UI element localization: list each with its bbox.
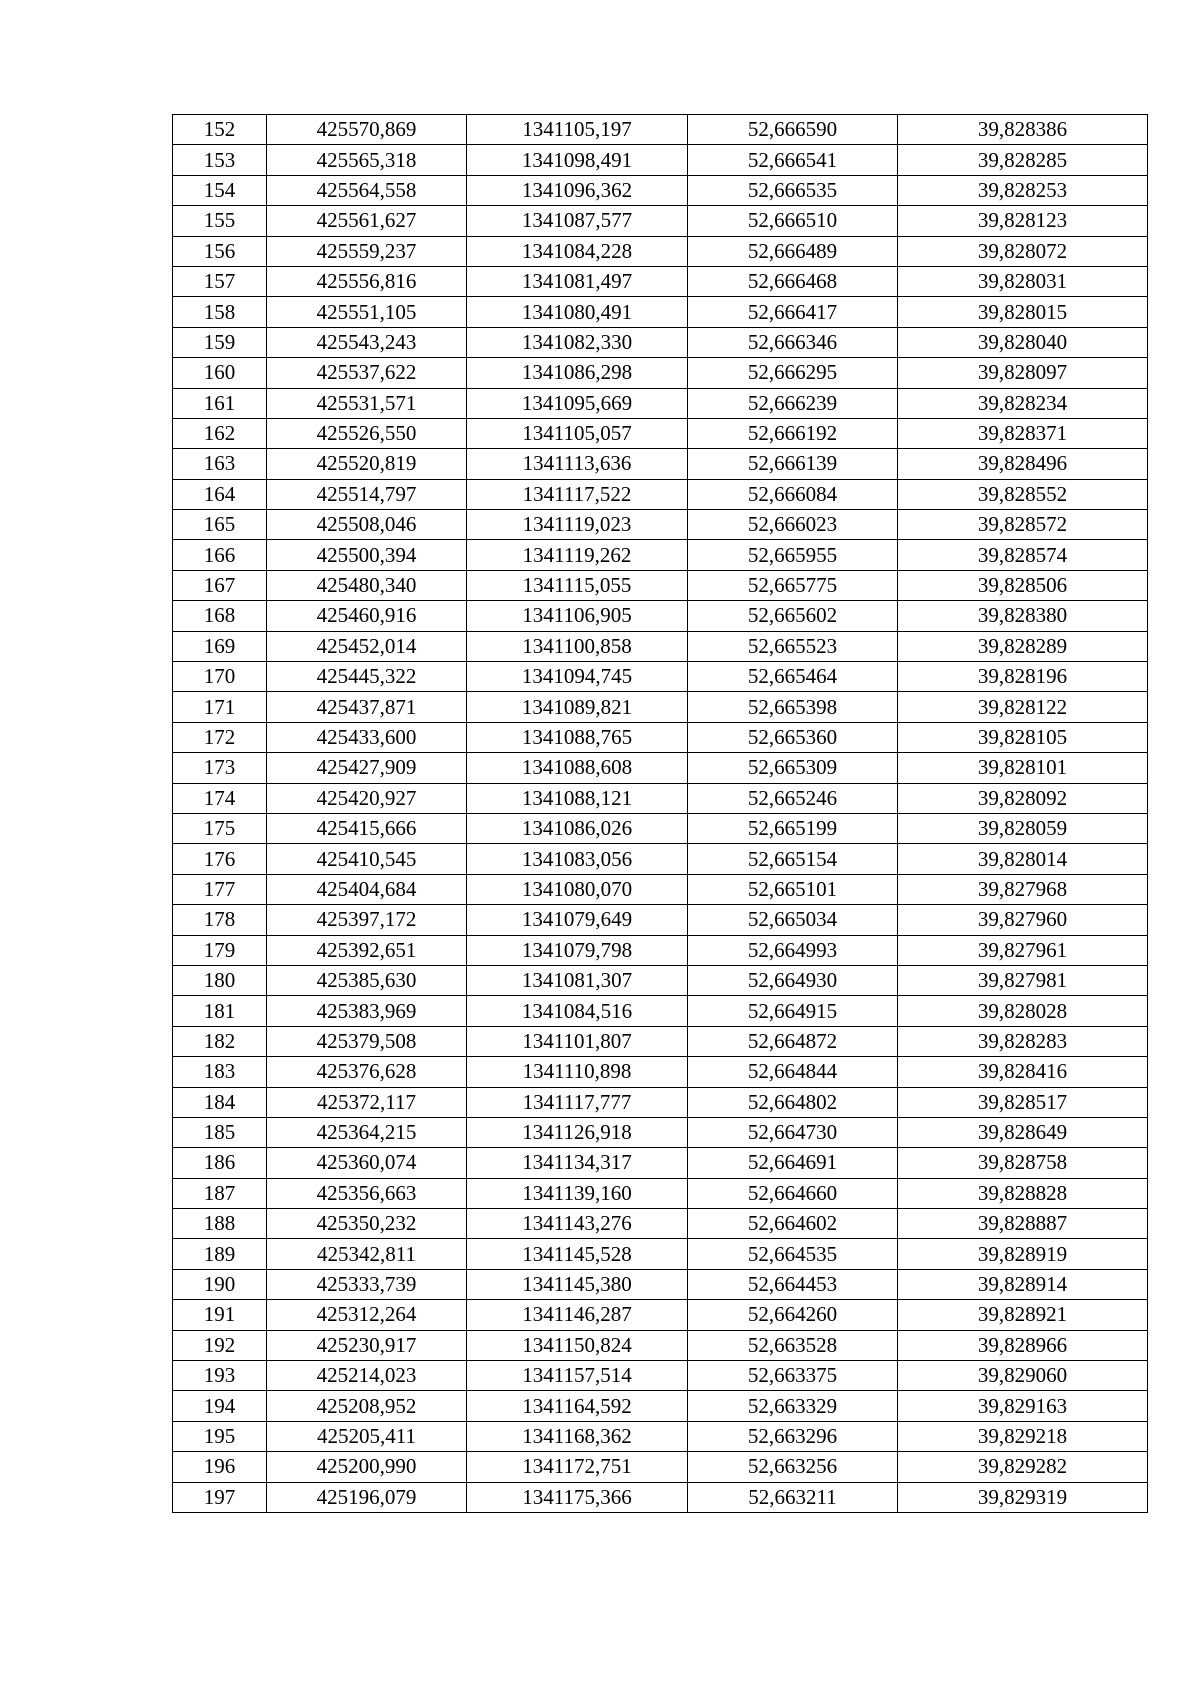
point-number-cell: 170 (173, 662, 267, 692)
y-coordinate-cell: 1341145,528 (467, 1239, 688, 1269)
y-coordinate-cell: 1341110,898 (467, 1057, 688, 1087)
y-coordinate-cell: 1341079,649 (467, 905, 688, 935)
table-row (173, 115, 1148, 145)
y-coordinate-cell: 1341084,516 (467, 996, 688, 1026)
point-number-cell: 179 (173, 935, 267, 965)
x-coordinate-cell: 425410,545 (267, 844, 467, 874)
x-coordinate-cell: 425514,797 (267, 479, 467, 509)
latitude-cell: 52,664730 (688, 1117, 898, 1147)
point-number-cell: 164 (173, 479, 267, 509)
y-coordinate-cell: 1341088,765 (467, 722, 688, 752)
point-number-cell: 163 (173, 449, 267, 479)
latitude-cell: 52,664993 (688, 935, 898, 965)
y-coordinate-cell: 1341080,491 (467, 297, 688, 327)
x-coordinate-cell: 425415,666 (267, 813, 467, 843)
y-coordinate-cell: 1341087,577 (467, 206, 688, 236)
longitude-cell: 39,829319 (898, 1482, 1148, 1512)
point-number-cell: 192 (173, 1330, 267, 1360)
x-coordinate-cell: 425230,917 (267, 1330, 467, 1360)
point-number-cell: 158 (173, 297, 267, 327)
latitude-cell: 52,666084 (688, 479, 898, 509)
point-number-cell: 172 (173, 722, 267, 752)
longitude-cell: 39,828649 (898, 1117, 1148, 1147)
table-row (173, 996, 1148, 1026)
point-number-cell: 177 (173, 874, 267, 904)
table-row (173, 1178, 1148, 1208)
y-coordinate-cell: 1341084,228 (467, 236, 688, 266)
longitude-cell: 39,828105 (898, 722, 1148, 752)
table-row (173, 1300, 1148, 1330)
table-row (173, 1452, 1148, 1482)
x-coordinate-cell: 425392,651 (267, 935, 467, 965)
x-coordinate-cell: 425500,394 (267, 540, 467, 570)
table-row (173, 1361, 1148, 1391)
latitude-cell: 52,665246 (688, 783, 898, 813)
latitude-cell: 52,666023 (688, 510, 898, 540)
point-number-cell: 188 (173, 1209, 267, 1239)
table-row (173, 236, 1148, 266)
point-number-cell: 194 (173, 1391, 267, 1421)
longitude-cell: 39,828506 (898, 570, 1148, 600)
longitude-cell: 39,828072 (898, 236, 1148, 266)
x-coordinate-cell: 425508,046 (267, 510, 467, 540)
table-row (173, 783, 1148, 813)
longitude-cell: 39,828234 (898, 388, 1148, 418)
longitude-cell: 39,828386 (898, 115, 1148, 145)
table-row (173, 206, 1148, 236)
point-number-cell: 181 (173, 996, 267, 1026)
longitude-cell: 39,828828 (898, 1178, 1148, 1208)
y-coordinate-cell: 1341117,777 (467, 1087, 688, 1117)
longitude-cell: 39,828380 (898, 601, 1148, 631)
table-row (173, 388, 1148, 418)
table-row (173, 601, 1148, 631)
longitude-cell: 39,828283 (898, 1026, 1148, 1056)
longitude-cell: 39,828919 (898, 1239, 1148, 1269)
latitude-cell: 52,665464 (688, 662, 898, 692)
latitude-cell: 52,666468 (688, 266, 898, 296)
y-coordinate-cell: 1341126,918 (467, 1117, 688, 1147)
latitude-cell: 52,666295 (688, 358, 898, 388)
latitude-cell: 52,663256 (688, 1452, 898, 1482)
latitude-cell: 52,665955 (688, 540, 898, 570)
latitude-cell: 52,664930 (688, 965, 898, 995)
x-coordinate-cell: 425556,816 (267, 266, 467, 296)
x-coordinate-cell: 425214,023 (267, 1361, 467, 1391)
longitude-cell: 39,828101 (898, 753, 1148, 783)
longitude-cell: 39,828014 (898, 844, 1148, 874)
y-coordinate-cell: 1341088,121 (467, 783, 688, 813)
x-coordinate-cell: 425205,411 (267, 1421, 467, 1451)
latitude-cell: 52,664535 (688, 1239, 898, 1269)
y-coordinate-cell: 1341150,824 (467, 1330, 688, 1360)
latitude-cell: 52,665523 (688, 631, 898, 661)
point-number-cell: 156 (173, 236, 267, 266)
longitude-cell: 39,828196 (898, 662, 1148, 692)
y-coordinate-cell: 1341083,056 (467, 844, 688, 874)
longitude-cell: 39,828028 (898, 996, 1148, 1026)
point-number-cell: 183 (173, 1057, 267, 1087)
table-row (173, 965, 1148, 995)
point-number-cell: 161 (173, 388, 267, 418)
latitude-cell: 52,664691 (688, 1148, 898, 1178)
y-coordinate-cell: 1341117,522 (467, 479, 688, 509)
longitude-cell: 39,828289 (898, 631, 1148, 661)
x-coordinate-cell: 425385,630 (267, 965, 467, 995)
table-row (173, 1117, 1148, 1147)
longitude-cell: 39,829282 (898, 1452, 1148, 1482)
point-number-cell: 176 (173, 844, 267, 874)
latitude-cell: 52,663528 (688, 1330, 898, 1360)
point-number-cell: 185 (173, 1117, 267, 1147)
table-row (173, 266, 1148, 296)
latitude-cell: 52,665154 (688, 844, 898, 874)
x-coordinate-cell: 425480,340 (267, 570, 467, 600)
longitude-cell: 39,828059 (898, 813, 1148, 843)
longitude-cell: 39,828921 (898, 1300, 1148, 1330)
latitude-cell: 52,664660 (688, 1178, 898, 1208)
table-row (173, 418, 1148, 448)
x-coordinate-cell: 425350,232 (267, 1209, 467, 1239)
y-coordinate-cell: 1341081,497 (467, 266, 688, 296)
latitude-cell: 52,666489 (688, 236, 898, 266)
table-row (173, 1087, 1148, 1117)
y-coordinate-cell: 1341098,491 (467, 145, 688, 175)
point-number-cell: 189 (173, 1239, 267, 1269)
y-coordinate-cell: 1341082,330 (467, 327, 688, 357)
x-coordinate-cell: 425196,079 (267, 1482, 467, 1512)
table-row (173, 1482, 1148, 1512)
latitude-cell: 52,665602 (688, 601, 898, 631)
point-number-cell: 168 (173, 601, 267, 631)
latitude-cell: 52,666139 (688, 449, 898, 479)
x-coordinate-cell: 425520,819 (267, 449, 467, 479)
latitude-cell: 52,665775 (688, 570, 898, 600)
x-coordinate-cell: 425383,969 (267, 996, 467, 1026)
longitude-cell: 39,828574 (898, 540, 1148, 570)
latitude-cell: 52,666590 (688, 115, 898, 145)
table-row (173, 358, 1148, 388)
x-coordinate-cell: 425565,318 (267, 145, 467, 175)
longitude-cell: 39,828517 (898, 1087, 1148, 1117)
point-number-cell: 169 (173, 631, 267, 661)
table-row (173, 1026, 1148, 1056)
y-coordinate-cell: 1341086,298 (467, 358, 688, 388)
longitude-cell: 39,828092 (898, 783, 1148, 813)
x-coordinate-cell: 425437,871 (267, 692, 467, 722)
x-coordinate-cell: 425379,508 (267, 1026, 467, 1056)
point-number-cell: 157 (173, 266, 267, 296)
x-coordinate-cell: 425537,622 (267, 358, 467, 388)
latitude-cell: 52,666346 (688, 327, 898, 357)
y-coordinate-cell: 1341146,287 (467, 1300, 688, 1330)
longitude-cell: 39,828914 (898, 1269, 1148, 1299)
x-coordinate-cell: 425551,105 (267, 297, 467, 327)
latitude-cell: 52,664453 (688, 1269, 898, 1299)
point-number-cell: 195 (173, 1421, 267, 1451)
point-number-cell: 197 (173, 1482, 267, 1512)
latitude-cell: 52,665034 (688, 905, 898, 935)
table-row (173, 905, 1148, 935)
latitude-cell: 52,665101 (688, 874, 898, 904)
table-row (173, 1330, 1148, 1360)
point-number-cell: 187 (173, 1178, 267, 1208)
longitude-cell: 39,828031 (898, 266, 1148, 296)
y-coordinate-cell: 1341100,858 (467, 631, 688, 661)
y-coordinate-cell: 1341095,669 (467, 388, 688, 418)
table-row (173, 1391, 1148, 1421)
longitude-cell: 39,828122 (898, 692, 1148, 722)
table-row (173, 479, 1148, 509)
latitude-cell: 52,664915 (688, 996, 898, 1026)
table-row (173, 449, 1148, 479)
longitude-cell: 39,828371 (898, 418, 1148, 448)
x-coordinate-cell: 425564,558 (267, 175, 467, 205)
y-coordinate-cell: 1341079,798 (467, 935, 688, 965)
point-number-cell: 165 (173, 510, 267, 540)
x-coordinate-cell: 425200,990 (267, 1452, 467, 1482)
point-number-cell: 186 (173, 1148, 267, 1178)
y-coordinate-cell: 1341134,317 (467, 1148, 688, 1178)
point-number-cell: 154 (173, 175, 267, 205)
latitude-cell: 52,664844 (688, 1057, 898, 1087)
longitude-cell: 39,828097 (898, 358, 1148, 388)
longitude-cell: 39,828572 (898, 510, 1148, 540)
y-coordinate-cell: 1341168,362 (467, 1421, 688, 1451)
x-coordinate-cell: 425543,243 (267, 327, 467, 357)
table-row (173, 510, 1148, 540)
y-coordinate-cell: 1341086,026 (467, 813, 688, 843)
latitude-cell: 52,663329 (688, 1391, 898, 1421)
point-number-cell: 166 (173, 540, 267, 570)
point-number-cell: 173 (173, 753, 267, 783)
point-number-cell: 196 (173, 1452, 267, 1482)
point-number-cell: 191 (173, 1300, 267, 1330)
point-number-cell: 159 (173, 327, 267, 357)
longitude-cell: 39,827960 (898, 905, 1148, 935)
point-number-cell: 193 (173, 1361, 267, 1391)
latitude-cell: 52,665398 (688, 692, 898, 722)
table-row (173, 145, 1148, 175)
y-coordinate-cell: 1341145,380 (467, 1269, 688, 1299)
longitude-cell: 39,828015 (898, 297, 1148, 327)
x-coordinate-cell: 425445,322 (267, 662, 467, 692)
point-number-cell: 182 (173, 1026, 267, 1056)
y-coordinate-cell: 1341115,055 (467, 570, 688, 600)
point-number-cell: 190 (173, 1269, 267, 1299)
longitude-cell: 39,828966 (898, 1330, 1148, 1360)
point-number-cell: 178 (173, 905, 267, 935)
table-row (173, 662, 1148, 692)
y-coordinate-cell: 1341106,905 (467, 601, 688, 631)
coordinates-table (172, 114, 1148, 1513)
latitude-cell: 52,664602 (688, 1209, 898, 1239)
y-coordinate-cell: 1341096,362 (467, 175, 688, 205)
table-row (173, 297, 1148, 327)
point-number-cell: 167 (173, 570, 267, 600)
table-row (173, 753, 1148, 783)
longitude-cell: 39,827968 (898, 874, 1148, 904)
longitude-cell: 39,828887 (898, 1209, 1148, 1239)
latitude-cell: 52,665199 (688, 813, 898, 843)
y-coordinate-cell: 1341089,821 (467, 692, 688, 722)
table-row (173, 844, 1148, 874)
x-coordinate-cell: 425404,684 (267, 874, 467, 904)
point-number-cell: 171 (173, 692, 267, 722)
latitude-cell: 52,665309 (688, 753, 898, 783)
latitude-cell: 52,666535 (688, 175, 898, 205)
y-coordinate-cell: 1341119,262 (467, 540, 688, 570)
longitude-cell: 39,828758 (898, 1148, 1148, 1178)
y-coordinate-cell: 1341113,636 (467, 449, 688, 479)
y-coordinate-cell: 1341088,608 (467, 753, 688, 783)
x-coordinate-cell: 425452,014 (267, 631, 467, 661)
y-coordinate-cell: 1341101,807 (467, 1026, 688, 1056)
y-coordinate-cell: 1341164,592 (467, 1391, 688, 1421)
table-row (173, 813, 1148, 843)
point-number-cell: 152 (173, 115, 267, 145)
y-coordinate-cell: 1341094,745 (467, 662, 688, 692)
longitude-cell: 39,827961 (898, 935, 1148, 965)
table-row (173, 1057, 1148, 1087)
longitude-cell: 39,828285 (898, 145, 1148, 175)
longitude-cell: 39,828040 (898, 327, 1148, 357)
longitude-cell: 39,829218 (898, 1421, 1148, 1451)
table-row (173, 874, 1148, 904)
latitude-cell: 52,664872 (688, 1026, 898, 1056)
y-coordinate-cell: 1341105,057 (467, 418, 688, 448)
y-coordinate-cell: 1341172,751 (467, 1452, 688, 1482)
y-coordinate-cell: 1341119,023 (467, 510, 688, 540)
table-row (173, 722, 1148, 752)
table-row (173, 1148, 1148, 1178)
x-coordinate-cell: 425397,172 (267, 905, 467, 935)
longitude-cell: 39,828496 (898, 449, 1148, 479)
x-coordinate-cell: 425570,869 (267, 115, 467, 145)
x-coordinate-cell: 425561,627 (267, 206, 467, 236)
x-coordinate-cell: 425531,571 (267, 388, 467, 418)
table-row (173, 175, 1148, 205)
point-number-cell: 175 (173, 813, 267, 843)
longitude-cell: 39,829060 (898, 1361, 1148, 1391)
x-coordinate-cell: 425460,916 (267, 601, 467, 631)
x-coordinate-cell: 425559,237 (267, 236, 467, 266)
longitude-cell: 39,827981 (898, 965, 1148, 995)
point-number-cell: 155 (173, 206, 267, 236)
y-coordinate-cell: 1341175,366 (467, 1482, 688, 1512)
y-coordinate-cell: 1341080,070 (467, 874, 688, 904)
table-row (173, 631, 1148, 661)
x-coordinate-cell: 425356,663 (267, 1178, 467, 1208)
latitude-cell: 52,664802 (688, 1087, 898, 1117)
x-coordinate-cell: 425526,550 (267, 418, 467, 448)
latitude-cell: 52,663296 (688, 1421, 898, 1451)
table-row (173, 540, 1148, 570)
longitude-cell: 39,829163 (898, 1391, 1148, 1421)
latitude-cell: 52,664260 (688, 1300, 898, 1330)
point-number-cell: 153 (173, 145, 267, 175)
latitude-cell: 52,666417 (688, 297, 898, 327)
x-coordinate-cell: 425427,909 (267, 753, 467, 783)
table-row (173, 1421, 1148, 1451)
point-number-cell: 162 (173, 418, 267, 448)
y-coordinate-cell: 1341157,514 (467, 1361, 688, 1391)
table-row (173, 1269, 1148, 1299)
longitude-cell: 39,828552 (898, 479, 1148, 509)
table-row (173, 327, 1148, 357)
table-row (173, 1239, 1148, 1269)
x-coordinate-cell: 425333,739 (267, 1269, 467, 1299)
x-coordinate-cell: 425364,215 (267, 1117, 467, 1147)
point-number-cell: 160 (173, 358, 267, 388)
x-coordinate-cell: 425376,628 (267, 1057, 467, 1087)
coordinates-table-body (173, 115, 1148, 1513)
y-coordinate-cell: 1341139,160 (467, 1178, 688, 1208)
longitude-cell: 39,828253 (898, 175, 1148, 205)
latitude-cell: 52,666510 (688, 206, 898, 236)
table-row (173, 570, 1148, 600)
x-coordinate-cell: 425208,952 (267, 1391, 467, 1421)
latitude-cell: 52,663375 (688, 1361, 898, 1391)
longitude-cell: 39,828416 (898, 1057, 1148, 1087)
latitude-cell: 52,663211 (688, 1482, 898, 1512)
latitude-cell: 52,666192 (688, 418, 898, 448)
x-coordinate-cell: 425372,117 (267, 1087, 467, 1117)
latitude-cell: 52,666239 (688, 388, 898, 418)
y-coordinate-cell: 1341143,276 (467, 1209, 688, 1239)
x-coordinate-cell: 425433,600 (267, 722, 467, 752)
table-row (173, 1209, 1148, 1239)
point-number-cell: 174 (173, 783, 267, 813)
latitude-cell: 52,665360 (688, 722, 898, 752)
table-row (173, 935, 1148, 965)
point-number-cell: 180 (173, 965, 267, 995)
y-coordinate-cell: 1341081,307 (467, 965, 688, 995)
x-coordinate-cell: 425360,074 (267, 1148, 467, 1178)
point-number-cell: 184 (173, 1087, 267, 1117)
latitude-cell: 52,666541 (688, 145, 898, 175)
y-coordinate-cell: 1341105,197 (467, 115, 688, 145)
longitude-cell: 39,828123 (898, 206, 1148, 236)
table-row (173, 692, 1148, 722)
x-coordinate-cell: 425342,811 (267, 1239, 467, 1269)
x-coordinate-cell: 425312,264 (267, 1300, 467, 1330)
x-coordinate-cell: 425420,927 (267, 783, 467, 813)
